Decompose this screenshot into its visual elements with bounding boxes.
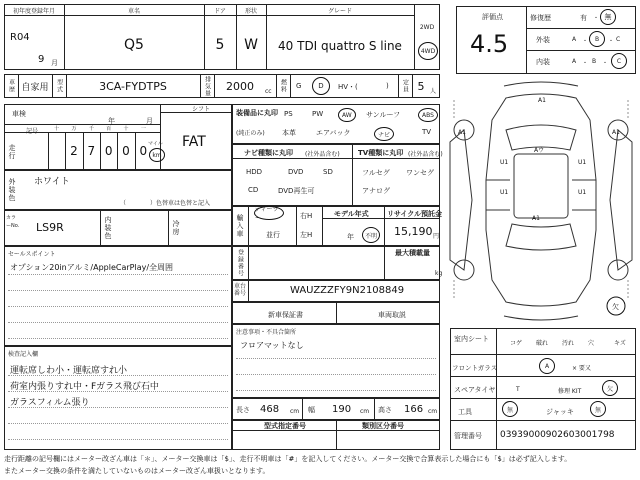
- import-label: 輸入車: [236, 214, 244, 238]
- mark-right-u1a: U1: [578, 159, 587, 166]
- tv-sub: (社外品含む): [408, 151, 443, 158]
- ext-a: A: [572, 36, 577, 43]
- sales-text: オプション20inアルミ/AppleCarPlay/全周囲: [10, 263, 174, 272]
- tools-value: 無: [502, 401, 518, 417]
- mark-rear-a1: A1: [532, 215, 540, 222]
- type-label: 型式: [55, 79, 63, 93]
- score-label: 評価点: [482, 13, 503, 21]
- equipment-item: PW: [312, 110, 324, 118]
- equipment-sub: (純正のみ): [236, 130, 265, 137]
- score-value: 4.5: [470, 30, 509, 58]
- displacement-value: 2000: [226, 79, 254, 93]
- odometer-digit: 0: [139, 144, 148, 158]
- nav-label: ナビ種類に丸印: [244, 149, 293, 157]
- odometer-digits: [48, 132, 152, 170]
- width-label: 幅: [308, 406, 315, 414]
- paint-value: LS9R: [36, 221, 64, 234]
- odometer-digit: 0: [122, 144, 130, 158]
- recycle-label: リサイクル預託金: [387, 210, 443, 218]
- windshield-label: フロントガラス: [452, 364, 498, 372]
- check-month-unit: 月: [146, 117, 153, 125]
- equipment-item: エアバック: [316, 129, 351, 137]
- unit-km: km: [149, 148, 165, 162]
- fuel-close: ): [386, 82, 389, 90]
- auction-sheet: 初年度登録年月 R04 9 月 車名 Q5 ドア 5 形状 W グレード 40 TDI quattro S line 2WD 4WD 車歴 自家用 型式 3CA-FYDTPS 排気量 2000 cc 燃料 G D HV・( ) 定員 5 人 評価点 4.5 修復歴 有 ・ 無 外装 A ・ B ・ C 内装 A ・ B ・ C 車検 年 月 シフト FAT 走行 記号 十 万 千 百 十 一 2 7 0 0 0 マイル km 外装色 ホワイト （ ）色替車は色替と記入 カラーNo. LS9R 内装色 冷房 装備品に丸印 (純正のみ) PS PW AW サンルーフ ABS 本革 エアバック ナビ TV ナビ種類に丸印 (社外品含む) TV種類に丸印 (社外品含む) HDD DVD SD CD DVD再生可 フルセグ ワンセグ アナログ 輸入車 ディーラー 並行 右H 左H モデル年式 年 不明 リサイクル預託金 15,190 円 登録番号 最大積載量 kg 車台番号 WAUZZZFY9N2108849 新車保証書 車両取説 注意事項・不具合箇所 フロアマットなし 長さ 468 cm 幅 190 cm 高さ 166 cm 型式指定番号 類別区分番号 セールスポイント オプション20inアルミ/AppleCarPlay/全周囲 検査記入欄 運転席しわ小・運転席すれ小 荷室内張りすれ中・Fガラス飛び石中 ガラスフィルム張り A1 A1 A1 U1 U1 U1 U1 Aウ A1 欠 室内シート コゲ 破れ 汚れ 穴 キズ フロントガラス A × 要又 スペアタイヤ T 修理 KIT 欠 工具 無 ジャッキ 無 管理番号 03939000902603001798 走行距離の記号欄にはメーター改ざん車は「＊」、メーター交換車は「$」、走行不明車は「#」を記入してください。メーター交換で合算表示した場合にも「$」は必ず記入します。 またメーター交換の条件を満たしていないものはメーター改ざん車扱いとなります。: [0, 0, 640, 480]
- mark-left-u1a: U1: [500, 159, 509, 166]
- capacity-label: 定員: [401, 79, 409, 93]
- paint-label: カラーNo.: [6, 215, 20, 229]
- capacity-unit: 人: [430, 88, 437, 95]
- equipment-item: 本革: [282, 129, 296, 137]
- width-unit: cm: [360, 408, 370, 415]
- jack-label: ジャッキ: [546, 408, 574, 416]
- digit-label: 一: [140, 125, 146, 132]
- model-spec-label: 型式指定番号: [264, 422, 306, 430]
- equipment-item: ナビ: [374, 127, 394, 141]
- digit-label: 万: [71, 125, 77, 132]
- windshield-a: A: [539, 358, 555, 374]
- check-year-unit: 年: [108, 117, 115, 125]
- grade-value: 40 TDI quattro S line: [278, 39, 402, 53]
- reg-month-unit: 月: [51, 59, 58, 67]
- footer-note-1: 走行距離の記号欄にはメーター改ざん車は「＊」、メーター交換車は「$」、走行不明車は「#」を記入してください。メーター交換で合算表示した場合にも「$」は必ず記入します。: [4, 455, 572, 463]
- shift-label: シフト: [192, 106, 211, 113]
- width-value: 190: [332, 404, 352, 415]
- inspector-line-2: 荷室内張りすれ中・Fガラス飛び石中: [10, 382, 159, 392]
- equipment-label: 装備品に丸印: [236, 109, 278, 117]
- manual-label: 車両取説: [378, 311, 406, 319]
- use-value: 自家用: [21, 82, 49, 93]
- fuel-d: D: [312, 77, 330, 95]
- odometer-digit: 2: [70, 144, 78, 158]
- unit-mile: マイル: [148, 141, 163, 147]
- nav-hdd: HDD: [246, 168, 263, 176]
- repair-no: 無: [600, 9, 616, 25]
- use-label: 車歴: [7, 79, 15, 93]
- mark-right-u1b: U1: [578, 189, 587, 196]
- model-name: Q5: [124, 37, 144, 53]
- mark-left-wheel: A1: [458, 129, 466, 136]
- equipment-item: TV: [422, 128, 432, 136]
- tv-label: TV種類に丸印: [358, 149, 404, 157]
- vin-label: 車台番号: [234, 283, 247, 297]
- max-load-unit: kg: [435, 270, 443, 277]
- inspector-label: 検査記入欄: [8, 351, 39, 358]
- color-label: 外装色: [8, 178, 16, 202]
- model-year-label: モデル年式: [334, 210, 369, 218]
- nav-sub: (社外品含む): [305, 151, 340, 158]
- digit-label: 十: [123, 125, 129, 132]
- seat-item: コゲ: [510, 340, 523, 347]
- notice-text: フロアマットなし: [240, 341, 304, 350]
- odometer-digit: 0: [104, 144, 113, 158]
- class-label: 類別区分番号: [362, 422, 404, 430]
- management-value: 03939000902603001798: [500, 430, 615, 440]
- capacity-value: 5: [417, 79, 425, 93]
- grade-label: グレード: [327, 7, 352, 15]
- int-c: C: [611, 53, 627, 69]
- height-value: 166: [404, 404, 424, 415]
- seat-label: 室内シート: [454, 335, 489, 343]
- ext-b: B: [589, 31, 605, 47]
- int-a: A: [572, 58, 577, 65]
- displacement-label: 排気量: [203, 75, 211, 97]
- mark-rear-missing: 欠: [612, 303, 619, 311]
- digit-label: 十: [54, 125, 60, 132]
- reg-number-label: 登録番号: [236, 249, 244, 277]
- repair-label: 修復歴: [530, 14, 551, 22]
- equipment-item: PS: [284, 110, 293, 118]
- color-value: ホワイト: [34, 177, 70, 187]
- spare-kit: 修理 KIT: [558, 388, 582, 395]
- inspector-line-3: ガラスフィルム張り: [10, 398, 90, 408]
- length-unit: cm: [290, 408, 300, 415]
- ext-c: C: [616, 36, 621, 43]
- seat-item: キズ: [614, 340, 626, 347]
- height-label: 高さ: [378, 406, 392, 414]
- fuel-label: 燃料: [279, 79, 287, 93]
- seat-item: 穴: [588, 340, 595, 347]
- ext-label: 外装: [536, 36, 550, 44]
- nav-sd: SD: [323, 168, 333, 176]
- type-value: 3CA-FYDTPS: [99, 79, 167, 93]
- shape-label: 形状: [244, 7, 257, 15]
- length-value: 468: [260, 404, 280, 415]
- sales-block: [4, 246, 232, 346]
- notice-label: 注意事項・不具合箇所: [236, 329, 297, 336]
- import-parallel: 並行: [266, 231, 280, 239]
- warranty-label: 新車保証書: [268, 311, 303, 319]
- reg-year-label: 初年度登録年月: [12, 7, 55, 15]
- record-label: 記号: [26, 128, 39, 135]
- seat-item: 破れ: [536, 340, 549, 347]
- model-year-unknown: 不明: [362, 227, 380, 243]
- recycle-unit: 円: [433, 233, 440, 240]
- reg-year: R04: [10, 32, 30, 43]
- management-label: 管理番号: [454, 432, 482, 440]
- import-dealer: ディーラー: [254, 206, 284, 220]
- model-year-unit: 年: [347, 233, 354, 241]
- recycle-value: 15,190: [394, 225, 433, 238]
- mark-left-u1b: U1: [500, 189, 509, 196]
- tv-full: フルセグ: [362, 169, 390, 177]
- int-color-label: 内装色: [104, 216, 112, 240]
- shape-value: W: [244, 37, 258, 53]
- fuel-g: G: [296, 82, 302, 90]
- model-label: 車名: [127, 7, 140, 15]
- height-unit: cm: [428, 408, 438, 415]
- color-note: （ ）色替車は色替と記入: [120, 200, 211, 207]
- spare-t: T: [516, 386, 520, 393]
- repair-yes: 有: [580, 14, 587, 22]
- equipment-item: サンルーフ: [366, 111, 401, 119]
- tv-analog: アナログ: [362, 187, 390, 195]
- reg-month: 9: [38, 54, 45, 65]
- vin-value: WAUZZZFY9N2108849: [290, 285, 405, 296]
- check-label: 車検: [12, 110, 26, 118]
- shift-value: FAT: [182, 134, 206, 150]
- cold-label: 冷房: [172, 220, 180, 236]
- doors-label: ドア: [214, 7, 226, 15]
- tv-one: ワンセグ: [406, 169, 434, 177]
- drive-4wd: 4WD: [418, 42, 438, 60]
- inspector-line-1: 運転席しわ小・運転席すれ小: [10, 366, 128, 376]
- jack-value: 無: [590, 401, 606, 417]
- mark-top: A1: [538, 97, 546, 104]
- fuel-hv: HV・(: [338, 83, 358, 91]
- drive-2wd: 2WD: [419, 23, 435, 31]
- digit-label: 百: [106, 125, 112, 132]
- digit-labels: [48, 124, 152, 132]
- displacement-unit: cc: [265, 88, 272, 95]
- windshield-x: × 要又: [572, 365, 591, 372]
- odometer-digit: 7: [87, 144, 96, 158]
- spare-label: スペアタイヤ: [454, 386, 496, 394]
- spare-none: 欠: [602, 380, 618, 396]
- nav-dvd-play: DVD再生可: [278, 187, 315, 195]
- footer-note-2: またメーター交換の条件を満たしていないものはメーター改ざん車扱いとなります。: [4, 467, 270, 475]
- equipment-item: AW: [338, 108, 356, 122]
- nav-dvd: DVD: [288, 168, 304, 176]
- max-load-label: 最大積載量: [395, 249, 430, 257]
- doors-value: 5: [215, 37, 225, 53]
- nav-cd: CD: [248, 186, 259, 194]
- odo-label: 走行: [8, 144, 16, 160]
- mark-right-wheel: A1: [612, 129, 620, 136]
- seat-item: 汚れ: [562, 340, 575, 347]
- mark-roof: Aウ: [534, 147, 545, 154]
- import-left: 左H: [300, 231, 313, 239]
- car-damage-diagram: [444, 80, 638, 326]
- digit-label: 千: [88, 125, 94, 132]
- tools-label: 工具: [458, 408, 472, 416]
- sales-label: セールスポイント: [8, 251, 56, 258]
- int-b: B: [592, 58, 597, 65]
- equipment-item: ABS: [418, 108, 438, 122]
- length-label: 長さ: [236, 406, 250, 414]
- int-label: 内装: [536, 58, 550, 66]
- import-right: 右H: [300, 212, 313, 220]
